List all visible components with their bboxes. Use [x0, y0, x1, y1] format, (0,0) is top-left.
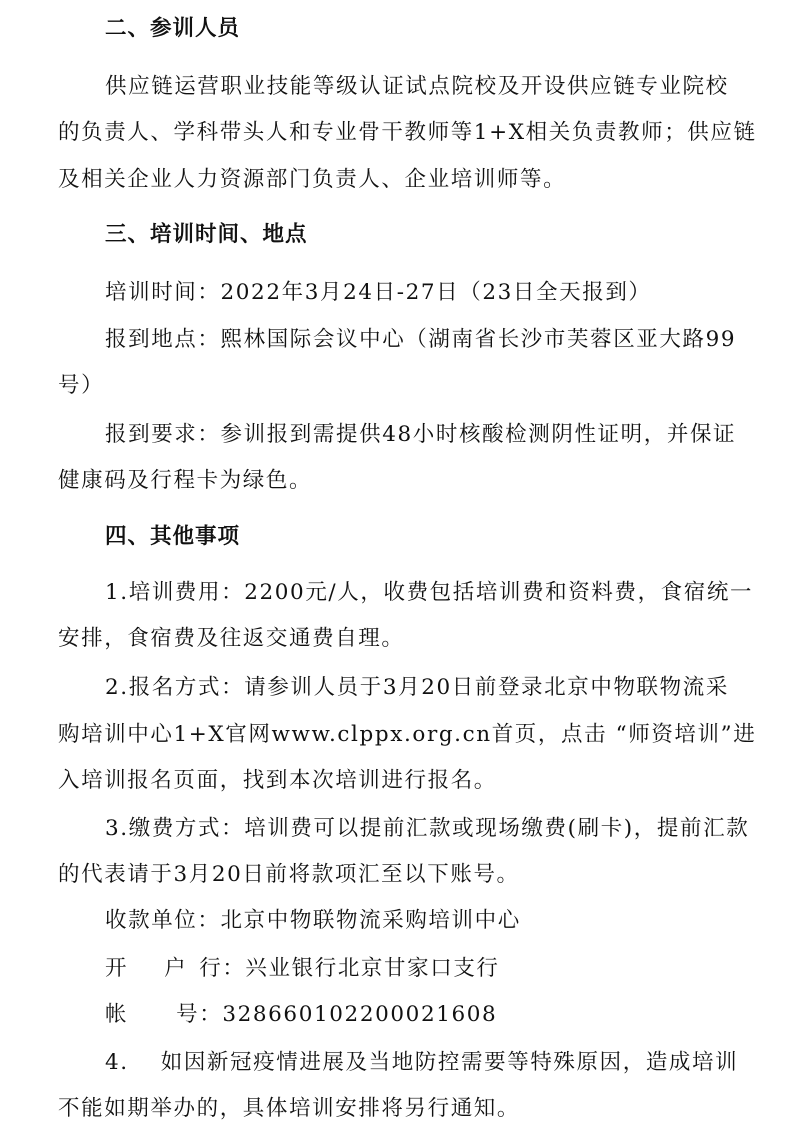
participants-line-3: 及相关企业人力资源部门负责人、企业培训师等。: [58, 167, 567, 192]
account-value: 328660102200021608: [222, 1002, 498, 1027]
participants-line-1: 供应链运营职业技能等级认证试点院校及开设供应链专业院校: [105, 74, 729, 99]
section-heading-time-place: 三、培训时间、地点: [105, 222, 308, 247]
postpone-line-1: [105, 1048, 750, 1078]
payee-value: 北京中物联物流采购培训中心: [220, 908, 521, 933]
registration-line-1: 2.报名方式：请参训人员于3月20日前登录北京中物联物流采: [105, 675, 729, 700]
bank-label-a: 开: [105, 956, 129, 981]
training-time: 培训时间：2022年3月24日-27日（23日全天报到）: [105, 280, 652, 305]
bank-label-c: 行：: [199, 956, 246, 981]
payee-label: 收款单位：: [105, 908, 221, 933]
section-heading-other: 四、其他事项: [105, 524, 241, 549]
report-requirement-line-2: 健康码及行程卡为绿色。: [58, 468, 313, 493]
postpone-line-2: 不能如期举办的，具体培训安排将另行通知。: [58, 1096, 521, 1121]
section-heading-participants: 二、参训人员: [105, 16, 241, 41]
report-place-line-2: 号）: [58, 373, 105, 398]
registration-line-2: 购培训中心1+X官网www.clppx.org.cn首页，点击 “师资培训”进: [58, 722, 757, 747]
report-requirement-line-1: 报到要求：参训报到需提供48小时核酸检测阴性证明，并保证: [105, 422, 737, 447]
report-place-line-1: 报到地点：熙林国际会议中心（湖南省长沙市芙蓉区亚大路99: [105, 327, 737, 352]
fee-line-1: 1.培训费用：2200元/人，收费包括培训费和资料费，食宿统一: [105, 580, 754, 605]
fee-line-2: 安排，食宿费及往返交通费自理。: [58, 626, 405, 651]
bank-value: 兴业银行北京甘家口支行: [245, 956, 500, 981]
bank-label-b: 户: [164, 956, 188, 981]
account-label-a: 帐: [105, 1002, 129, 1027]
bank-row: [105, 954, 750, 984]
payee-row: [105, 906, 750, 936]
payment-line-1: 3.缴费方式：培训费可以提前汇款或现场缴费(刷卡)，提前汇款: [105, 816, 750, 841]
registration-line-3: 入培训报名页面，找到本次培训进行报名。: [58, 768, 497, 793]
participants-line-2: 的负责人、学科带头人和专业骨干教师等1+X相关负责教师；供应链: [58, 120, 757, 145]
account-row: [105, 1000, 750, 1030]
account-label-b: 号：: [176, 1002, 223, 1027]
payment-line-2: 的代表请于3月20日前将款项汇至以下账号。: [58, 862, 520, 887]
item4-text: 如因新冠疫情进展及当地防控需要等特殊原因，造成培训: [160, 1050, 739, 1075]
item4-number: 4.: [105, 1050, 129, 1075]
